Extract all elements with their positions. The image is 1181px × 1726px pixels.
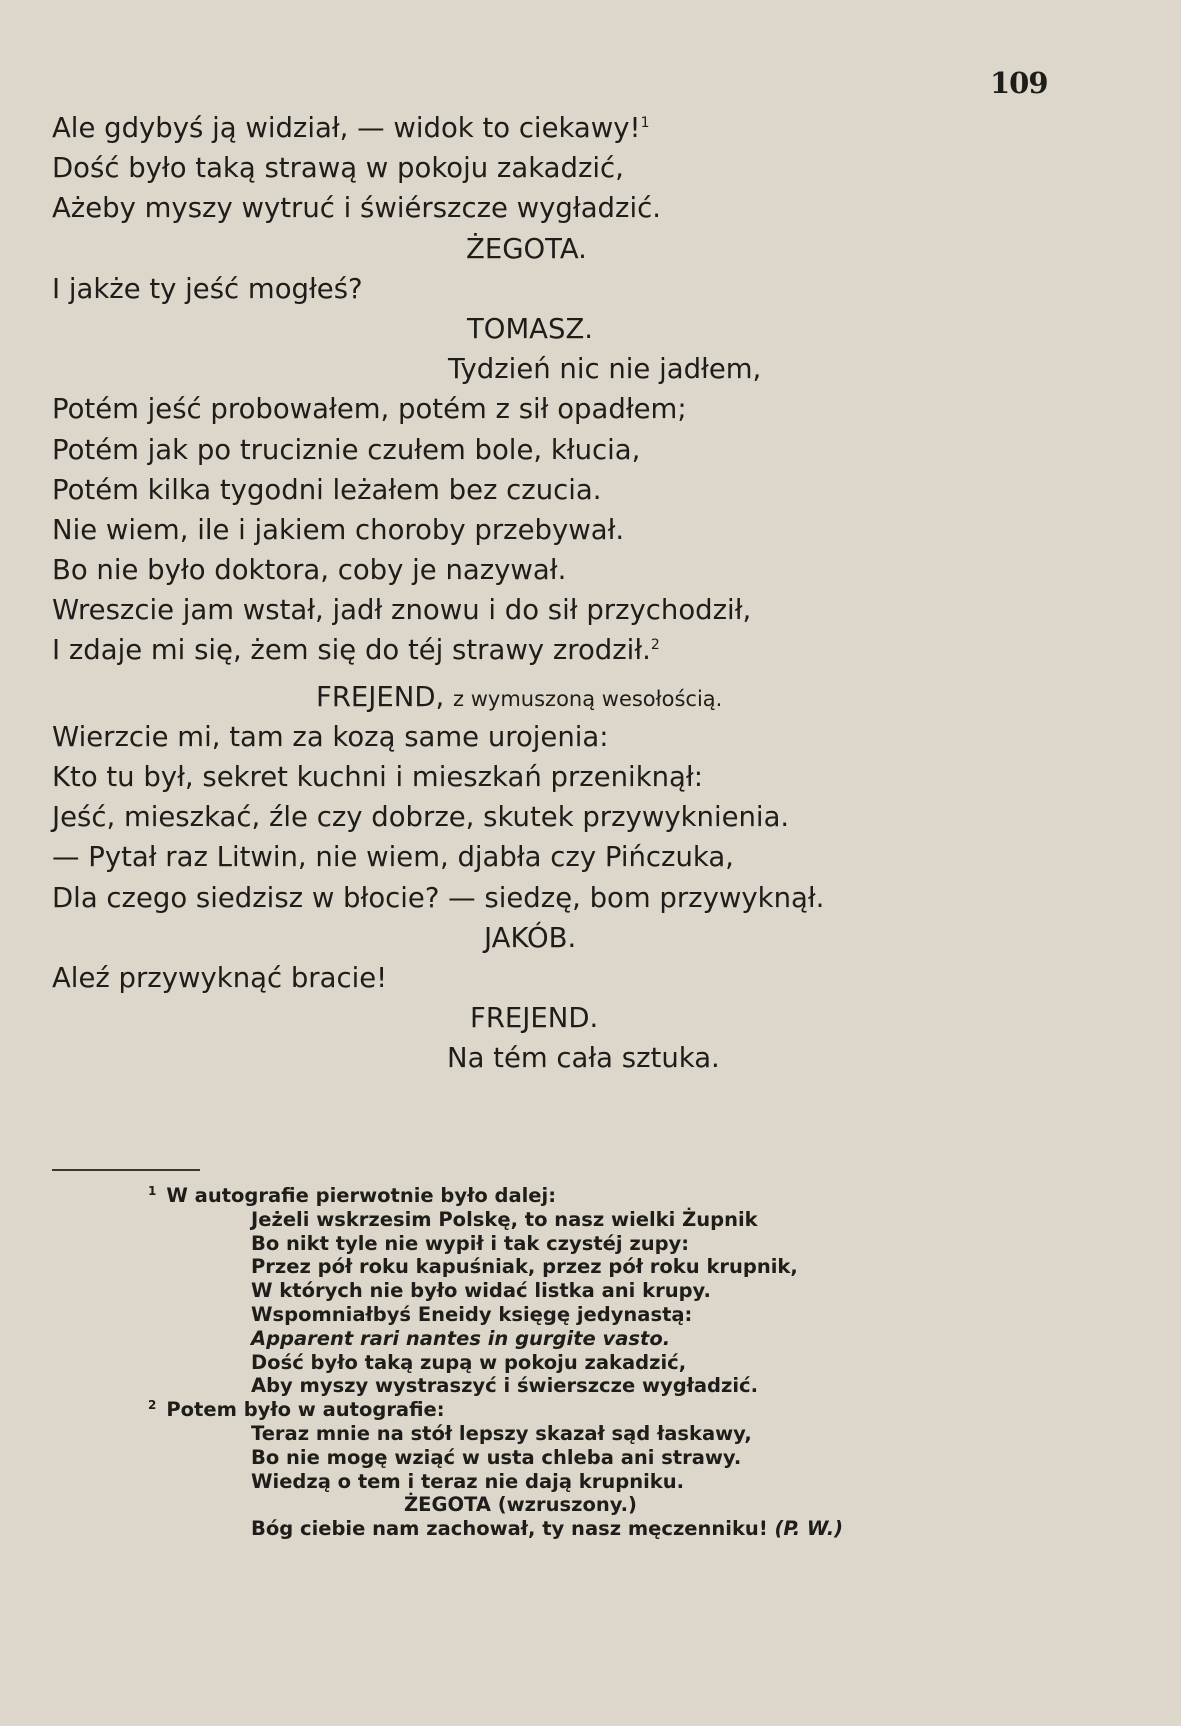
- footnote-text: Bóg ciebie nam zachował, ty nasz męczenniku!: [251, 1517, 768, 1541]
- verse-line: Jeść, mieszkać, źle czy dobrze, skutek przywyknienia.: [52, 801, 790, 834]
- footnote-1-intro: [148, 1184, 1028, 1208]
- footnote-mark: 1: [148, 1183, 157, 1198]
- verse-line: Ażeby myszy wytruć i świérszcze wygładzić.: [52, 192, 661, 225]
- verse-line: Dla czego siedzisz w błocie? — siedzę, bom przywyknął.: [52, 881, 825, 914]
- verse-line: Kto tu był, sekret kuchni i mieszkań przeniknął:: [52, 761, 703, 793]
- verse-line: Na tém cała sztuka.: [447, 1042, 720, 1075]
- verse-line: Tydzień nic nie jadłem,: [448, 353, 762, 386]
- speaker-label: FREJEND,: [316, 680, 445, 713]
- verse-line: Potém jak po truciznie czułem bole, kłucia,: [52, 433, 641, 466]
- verse-line: Aleź przywyknąć bracie!: [52, 961, 388, 994]
- footnote-line: Wspomniałbyś Eneidy księgę jedynastą:: [251, 1302, 693, 1326]
- footnote-text: W autografie pierwotnie było dalej:: [166, 1184, 557, 1207]
- footnotes: [148, 1184, 1028, 1541]
- footnote-line: [148, 1517, 1028, 1541]
- footnote-line: W których nie było widać listka ani krupy.: [251, 1279, 711, 1303]
- footnote-line: Wiedzą o tem i teraz nie dają krupniku.: [251, 1469, 685, 1493]
- footnote-text: Potem było w autografie:: [166, 1398, 445, 1422]
- footnote-speaker: ŻEGOTA (wzruszony.): [404, 1493, 637, 1517]
- verse-line: Potém kilka tygodni leżałem bez czucia.: [52, 473, 602, 506]
- footnote-line: Teraz mnie na stół lepszy skazał sąd łaskawy,: [251, 1421, 752, 1445]
- stage-direction: z wymuszoną wesołością.: [453, 686, 723, 711]
- verse-text: Ale gdybyś ją widział, — widok to ciekawy!: [52, 112, 641, 144]
- footnote-line: Jeżeli wskrzesim Polskę, to nasz wielki Żupnik: [251, 1207, 758, 1231]
- footnote-source: (P. W.): [774, 1517, 844, 1541]
- speaker-name: JAKÓB.: [484, 921, 577, 954]
- verse-line: Nie wiem, ile i jakiem choroby przebywał.: [52, 513, 625, 546]
- footnote-line: Przez pół roku kapuśniak, przez pół roku krupnik,: [251, 1255, 798, 1279]
- verse-line: Potém jeść probowałem, potém z sił opadłem;: [52, 393, 687, 426]
- footnote-2-intro: [148, 1398, 1028, 1422]
- speaker-name: [52, 677, 1052, 717]
- verse-block: [52, 108, 1052, 1079]
- verse-text: I zdaje mi się, żem się do téj strawy zrodził.: [52, 634, 651, 667]
- verse-line: I jakże ty jeść mogłeś?: [52, 272, 363, 305]
- footnote-separator: [52, 1169, 200, 1171]
- footnote-line: Bo nikt tyle nie wypił i tak czystéj zupy:: [251, 1231, 690, 1255]
- verse-line: Wierzcie mi, tam za kozą same urojenia:: [52, 720, 609, 753]
- verse-line: [52, 108, 1052, 148]
- footnote-latin-quote: Apparent rari nantes in gurgite vasto.: [251, 1326, 671, 1350]
- verse-line: Bo nie było doktora, coby je nazywał.: [52, 554, 567, 587]
- page-number: 109: [990, 66, 1048, 100]
- footnote-line: Aby myszy wystraszyć i świerszcze wygładzić.: [251, 1374, 759, 1398]
- verse-line: Wreszcie jam wstał, jadł znowu i do sił przychodził,: [52, 594, 752, 627]
- footnote-ref: 2: [650, 637, 660, 654]
- verse-line: Dość było taką strawą w pokoju zakadzić,: [52, 152, 624, 185]
- speaker-name: ŻEGOTA.: [466, 232, 587, 265]
- footnote-ref: 1: [640, 114, 650, 131]
- footnote-line: Bo nie mogę wziąć w usta chleba ani strawy.: [251, 1445, 742, 1469]
- speaker-name: FREJEND.: [470, 1002, 599, 1035]
- verse-line: — Pytał raz Litwin, nie wiem, djabła czy Pińczuka,: [52, 841, 734, 874]
- speaker-name: TOMASZ.: [467, 312, 594, 345]
- footnote-mark: 2: [148, 1397, 157, 1412]
- verse-line: [52, 630, 1052, 670]
- footnote-line: Dość było taką zupą w pokoju zakadzić,: [251, 1350, 687, 1374]
